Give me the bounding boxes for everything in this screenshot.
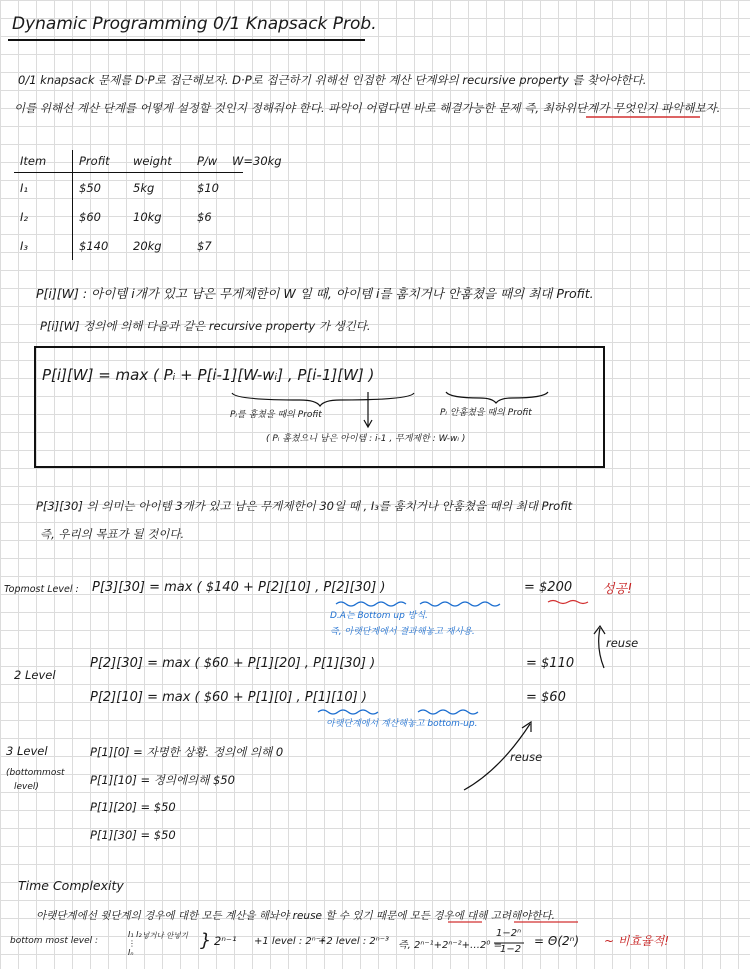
level-3-row-3: P[1][20] = $50 [90, 800, 176, 814]
level-3-label: 3 Level [6, 744, 48, 758]
geometric-sum: 즉, 2ⁿ⁻¹+2ⁿ⁻²+…2⁰ = [398, 940, 502, 951]
inefficient-note: ~ 비효율적! [604, 934, 670, 948]
left-brace-icon [232, 393, 414, 406]
page-title: Dynamic Programming 0/1 Knapsack Prob. [12, 14, 377, 34]
meaning-line-1: P[3][30] 의 의미는 아이템 3개가 있고 남은 무게제한이 30일 때 , I₃를 훔치거나 안훔쳤을 때의 최대 Profit [36, 499, 573, 513]
bottom-up-note-2: 즉, 아랫단계에서 결과해놓고 재사용. [330, 627, 475, 637]
topmost-expression: P[3][30] = max ( $140 + P[2][10] , P[2][30] ) [92, 580, 386, 595]
fraction-numerator: 1−2ⁿ [496, 928, 522, 939]
theta-result: = Θ(2ⁿ) [534, 934, 580, 948]
definition-line-1: P[i][W] : 아이템 i개가 있고 남은 무게제한이 W 일 때, 아이템 i를 훔치거나 안훔쳤을 때의 최대 Profit. [36, 286, 594, 301]
level-2-result-2: = $60 [526, 690, 566, 705]
level-3-sub-1: (bottommost [6, 768, 65, 778]
table-header-cell: Profit [73, 150, 128, 173]
intro-line-2: 이를 위해선 계산 단계를 어떻게 설정할 것인지 정해줘야 한다. 파악이 어렵다면 바로 해결가능한 문제 즉, 최하위단계가 무엇인지 파악해보자. [14, 101, 721, 115]
plus-two-level: +2 level : 2ⁿ⁻³ [318, 936, 390, 947]
table-cell: $7 [197, 238, 212, 253]
items-note: 넣거나 안넣기 [142, 931, 188, 940]
reuse-arrow-icon [599, 628, 604, 668]
reuse-label-1: reuse [606, 636, 639, 650]
table-cell: I₂ [14, 202, 73, 231]
table-cell: 5kg [133, 180, 155, 195]
table-header-cell: Item [14, 150, 73, 173]
level-3-sub-2: level) [14, 782, 39, 792]
blue-wave-icon [336, 602, 406, 606]
success-note: 성공! [602, 582, 633, 597]
level-3-row-1: P[1][0] = 자명한 상황. 정의에 의해 0 [90, 745, 284, 759]
definition-line-2: P[i][W] 정의에 의해 다음과 같은 recursive property 가 생긴다. [40, 319, 371, 333]
table-cell: $60 [79, 209, 101, 224]
recurrence-formula: P[i][W] = max ( Pᵢ + P[i-1][W-wᵢ] , P[i-1][W] ) [42, 366, 375, 384]
bottom-up-note-1: D.A는 Bottom up 방식. [330, 611, 428, 621]
meaning-line-2: 즉, 우리의 목표가 될 것이다. [40, 527, 185, 541]
table-cell: 10kg [133, 209, 162, 224]
reuse-label-2: reuse [510, 750, 543, 764]
table-cell: $10 [197, 180, 219, 195]
plus-one-level: +1 level : 2ⁿ⁻² [254, 936, 326, 947]
note-no-steal-profit: Pᵢ 안훔쳤을 때의 Profit [440, 408, 532, 418]
note-steal-profit: Pᵢ를 훔쳤을 때의 Profit [230, 410, 322, 420]
table-cell: I₁ [14, 173, 73, 203]
brace-icon: } [200, 930, 212, 951]
bottom-up-note-3: 아랫단계에서 계산해놓고 bottom-up. [326, 719, 478, 729]
time-complexity-line-1: 아랫단계에선 윗단계의 경우에 대한 모든 계산을 해놔야 reuse 할 수 있기 때문에 모든 경우에 대해 고려해야한다. [36, 910, 555, 922]
bottommost-count: 2ⁿ⁻¹ [214, 934, 237, 948]
fraction-denominator: 1−2 [500, 944, 522, 955]
note-remaining: ( Pᵢ 훔쳤으니 남은 아이템 : i-1 , 무게제한 : W-wᵢ ) [266, 434, 466, 444]
topmost-level-label: Topmost Level : [4, 584, 79, 595]
items-list: I₁ I₂ ⋮ Iₙ [128, 930, 142, 957]
level-3-row-4: P[1][30] = $50 [90, 828, 176, 842]
intro-line-1: 0/1 knapsack 문제를 D·P로 접근해보자. D·P로 접근하기 위해선 인접한 계산 단계와의 recursive property 를 찾아야한다. [18, 73, 647, 87]
table-cell: I₃ [14, 231, 73, 260]
table-cell: $140 [79, 238, 109, 253]
table-header-cell: weight [127, 150, 191, 173]
reuse-arrow-icon [464, 724, 530, 790]
level-2-label: 2 Level [14, 668, 56, 682]
topmost-result: = $200 [524, 580, 573, 595]
table-header-cell: P/w [191, 150, 243, 173]
capacity-label: W=30kg [232, 154, 282, 168]
level-3-row-2: P[1][10] = 정의에의해 $50 [90, 773, 235, 787]
table-cell: $50 [79, 180, 101, 195]
table-cell: $6 [197, 209, 212, 224]
bottommost-level-label: bottom most level : [10, 936, 99, 946]
level-2-expression-2: P[2][10] = max ( $60 + P[1][0] , P[1][10] ) [90, 690, 367, 705]
table-cell: 20kg [133, 238, 162, 253]
level-2-result-1: = $110 [526, 656, 575, 671]
right-brace-icon [446, 392, 548, 403]
level-2-expression-1: P[2][30] = max ( $60 + P[1][20] , P[1][30] ) [90, 656, 376, 671]
time-complexity-heading: Time Complexity [18, 878, 124, 893]
